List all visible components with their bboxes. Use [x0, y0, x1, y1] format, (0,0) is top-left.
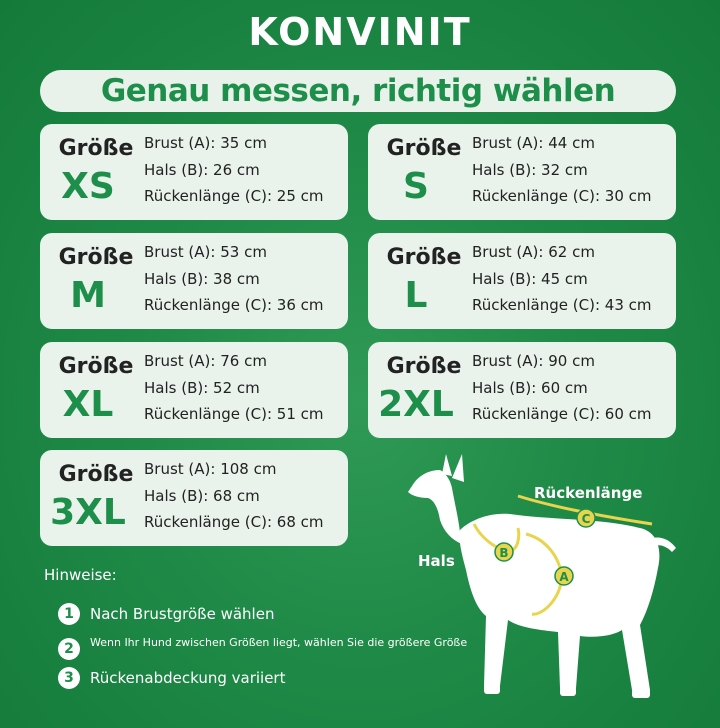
back-measure: Rückenlänge (C): 60 cm [472, 405, 652, 423]
size-card-3xl [40, 450, 348, 546]
size-word: Größe [58, 245, 134, 270]
back-measure: Rückenlänge (C): 43 cm [472, 296, 652, 314]
size-value: L [404, 275, 428, 316]
neck-measure: Hals (B): 60 cm [472, 379, 588, 397]
neck-measure: Hals (B): 68 cm [144, 487, 260, 505]
headline-banner [40, 70, 676, 112]
neck-measure: Hals (B): 32 cm [472, 161, 588, 179]
size-card-l [368, 233, 676, 329]
note-text: Nach Brustgröße wählen [90, 605, 275, 623]
chest-measure: Brust (A): 108 cm [144, 460, 277, 478]
back-measure: Rückenlänge (C): 25 cm [144, 187, 324, 205]
chest-measure: Brust (A): 90 cm [472, 352, 595, 370]
neck-measure: Hals (B): 52 cm [144, 379, 260, 397]
size-card-2xl [368, 342, 676, 438]
size-value: XL [62, 384, 114, 425]
size-card-xs [40, 124, 348, 220]
size-value: M [70, 275, 106, 316]
note-text: Wenn Ihr Hund zwischen Größen liegt, wählen Sie die größere Größe [90, 636, 468, 649]
size-word: Größe [386, 245, 462, 270]
size-value: XS [61, 166, 115, 207]
chest-measure: Brust (A): 53 cm [144, 243, 267, 261]
back-measure: Rückenlänge (C): 36 cm [144, 296, 324, 314]
marker-c-label: C [581, 512, 591, 526]
back-measure: Rückenlänge (C): 30 cm [472, 187, 652, 205]
size-value: 3XL [50, 492, 126, 533]
size-word: Größe [386, 354, 462, 379]
size-word: Größe [58, 462, 134, 487]
size-value: 2XL [378, 384, 454, 425]
size-card-xl [40, 342, 348, 438]
back-measure: Rückenlänge (C): 51 cm [144, 405, 324, 423]
note-text: Rückenabdeckung variiert [90, 669, 286, 687]
size-card-m [40, 233, 348, 329]
neck-measure: Hals (B): 45 cm [472, 270, 588, 288]
marker-b-label: B [499, 546, 509, 560]
size-value: S [403, 166, 429, 207]
number-badge: 2 [58, 638, 80, 660]
note-item [58, 603, 274, 625]
back-length-label: Rückenlänge [534, 484, 643, 502]
chest-label: Brust [552, 620, 589, 634]
size-word: Größe [386, 136, 462, 161]
marker-a [555, 567, 573, 585]
note-item [58, 667, 285, 689]
neck-measure: Hals (B): 38 cm [144, 270, 260, 288]
chest-measure: Brust (A): 62 cm [472, 243, 595, 261]
size-word: Größe [58, 136, 134, 161]
marker-b [495, 543, 513, 561]
size-card-s [368, 124, 676, 220]
back-measure: Rückenlänge (C): 68 cm [144, 513, 324, 531]
chest-measure: Brust (A): 76 cm [144, 352, 267, 370]
notes-title: Hinweise: [44, 566, 117, 584]
chest-measure: Brust (A): 35 cm [144, 134, 267, 152]
number-badge: 3 [58, 667, 80, 689]
neck-label: Hals [418, 552, 455, 570]
number-badge: 1 [58, 603, 80, 625]
neck-measure: Hals (B): 26 cm [144, 161, 260, 179]
marker-c [577, 509, 595, 527]
headline-text: Genau messen, richtig wählen [100, 73, 616, 109]
brand-logo: KONVINIT [248, 10, 472, 54]
size-word: Größe [58, 354, 134, 379]
chest-measure: Brust (A): 44 cm [472, 134, 595, 152]
marker-a-label: A [559, 570, 569, 584]
